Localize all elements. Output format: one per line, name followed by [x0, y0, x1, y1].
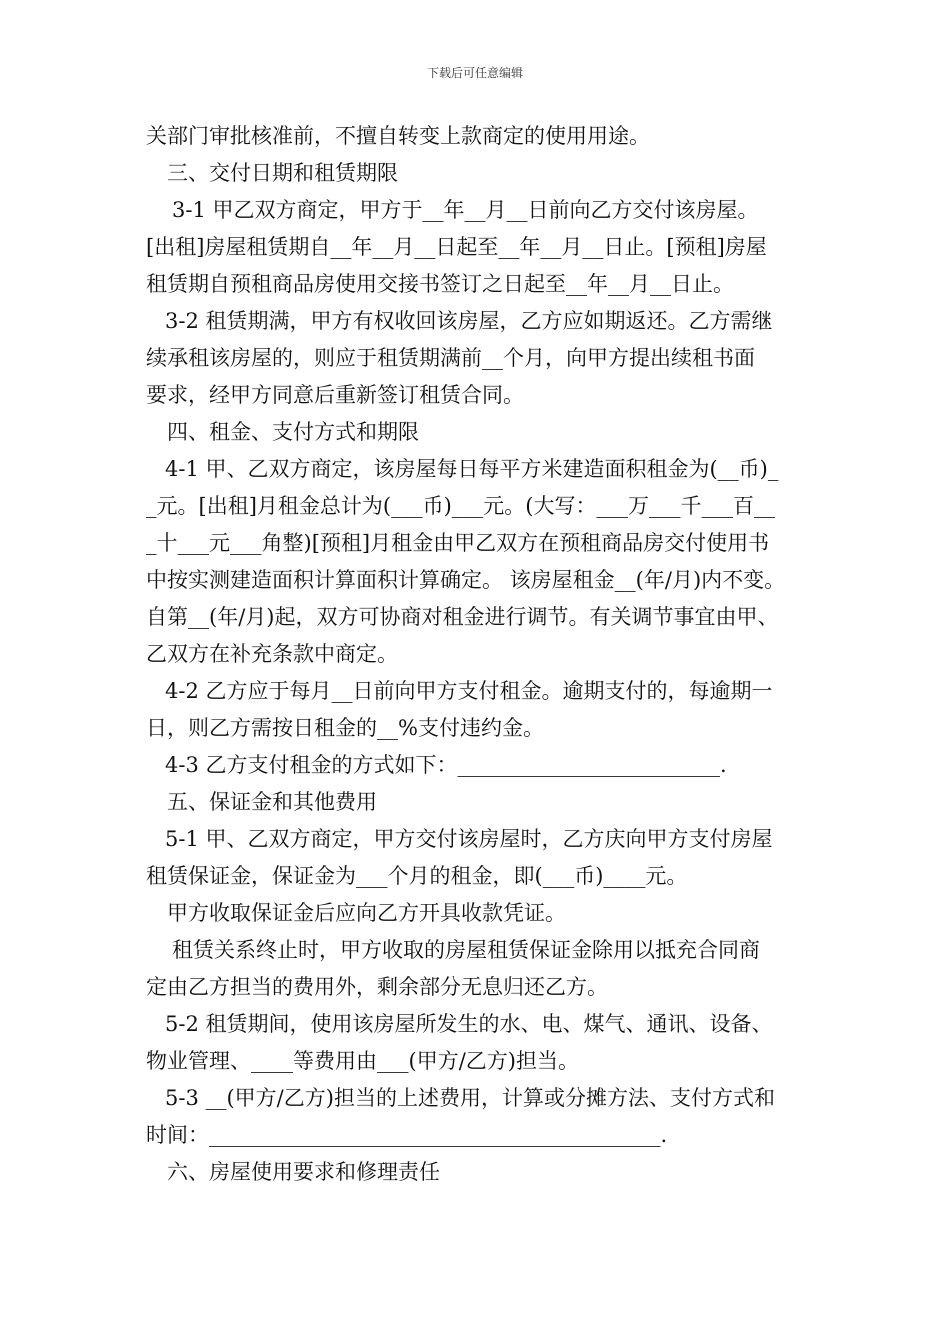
document-body [146, 118, 811, 1191]
section-heading: 四、租金、支付方式和期限 [167, 420, 419, 444]
paragraph-line: 甲方收取保证金后应向乙方开具收款凭证。 [167, 901, 566, 925]
paragraph-line: 要求，经甲方同意后重新签订租赁合同。 [146, 383, 524, 407]
section-heading: 三、交付日期和租赁期限 [167, 161, 398, 185]
page-header: 下载后可任意编辑 [426, 66, 523, 80]
paragraph-line: _十___元___角整)[预租]月租金由甲乙双方在预租商品房交付使用书 [146, 531, 770, 555]
section-heading: 六、房屋使用要求和修理责任 [167, 1160, 440, 1184]
paragraph-line: 自第__(年/月)起，双方可协商对租金进行调节。有关调节事宜由甲、 [146, 605, 779, 629]
paragraph-line: 5-3 __(甲方/乙方)担当的上述费用，计算或分摊方法、支付方式和 [165, 1086, 775, 1110]
paragraph-line: [出租]房屋租赁期自__年__月__日起至__年__月__日止。[预租]房屋 [146, 235, 767, 259]
paragraph-line: 4-1 甲、乙双方商定，该房屋每日每平方米建造面积租金为(__币)_ [165, 457, 779, 481]
paragraph-line: 日，则乙方需按日租金的__%支付违约金。 [146, 716, 544, 740]
paragraph-line: 乙双方在补充条款中商定。 [146, 642, 398, 666]
paragraph-line: 租赁期自预租商品房使用交接书签订之日起至__年__月__日止。 [146, 272, 734, 296]
paragraph-line: 4-3 乙方支付租金的方式如下：_________________________. [165, 753, 727, 777]
paragraph-line: 5-2 租赁期间，使用该房屋所发生的水、电、煤气、通讯、设备、 [165, 1012, 773, 1036]
paragraph-line: 续承租该房屋的，则应于租赁期满前__个月，向甲方提出续租书面 [146, 346, 755, 370]
paragraph-line: 3-1 甲乙双方商定，甲方于__年__月__日前向乙方交付该房屋。 [172, 198, 759, 222]
paragraph-line: _元。[出租]月租金总计为(___币)___元。(大写：___万___千___百__ [146, 494, 775, 518]
paragraph-line: 租赁保证金，保证金为___个月的租金，即(___币)____元。 [146, 864, 688, 888]
paragraph-line: 5-1 甲、乙双方商定，甲方交付该房屋时，乙方庆向甲方支付房屋 [165, 827, 773, 851]
paragraph-line: 关部门审批核准前，不擅自转变上款商定的使用用途。 [146, 124, 650, 148]
paragraph-line: 3-2 租赁期满，甲方有权收回该房屋，乙方应如期返还。乙方需继 [165, 309, 773, 333]
paragraph-line: 中按实测建造面积计算面积计算确定。 该房屋租金__(年/月)内不变。 [146, 568, 786, 592]
paragraph-line: 物业管理、____等费用由___(甲方/乙方)担当。 [146, 1049, 579, 1073]
paragraph-line: 时间：___________________________________________. [146, 1123, 668, 1147]
paragraph-line: 租赁关系终止时，甲方收取的房屋租赁保证金除用以抵充合同商 [172, 938, 760, 962]
section-heading: 五、保证金和其他费用 [167, 790, 377, 814]
paragraph-line: 4-2 乙方应于每月__日前向甲方支付租金。逾期支付的，每逾期一 [165, 679, 773, 703]
paragraph-line: 定由乙方担当的费用外，剩余部分无息归还乙方。 [146, 975, 608, 999]
